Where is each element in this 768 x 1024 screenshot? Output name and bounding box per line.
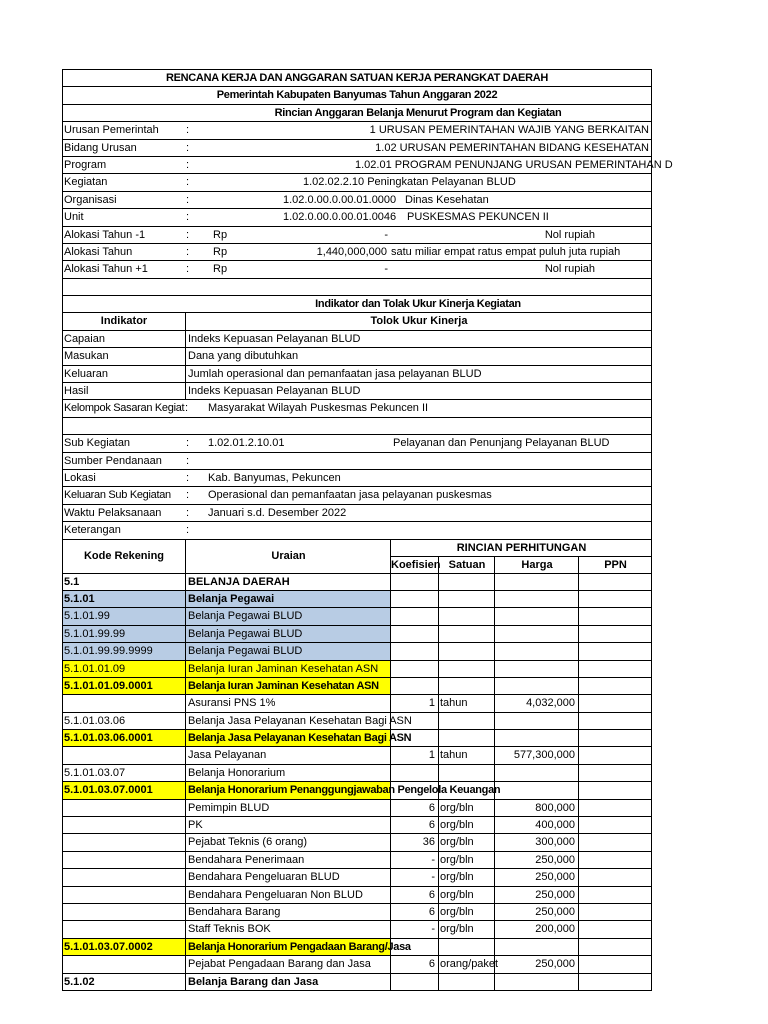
harga-cell [494, 661, 578, 677]
kode-rekening-cell: 5.1.01.03.06.0001 [63, 730, 185, 746]
table-row [63, 868, 651, 885]
indikator-row [63, 365, 651, 382]
table-row [63, 938, 651, 955]
ppn-cell [578, 765, 651, 781]
sub-value [208, 522, 648, 538]
harga-cell: 200,000 [494, 921, 578, 937]
satuan-cell [438, 608, 494, 624]
uraian-cell: Asuransi PNS 1% [185, 695, 390, 711]
kode-rekening-cell: 5.1.01.03.06 [64, 714, 126, 727]
alokasi-row-prev [63, 226, 651, 243]
satuan-cell: org/bln [438, 869, 494, 885]
table-row [63, 607, 651, 624]
koefisien-cell: - [390, 921, 438, 937]
uraian-cell: Pejabat Teknis (6 orang) [185, 834, 390, 850]
harga-cell: 300,000 [494, 834, 578, 850]
kode-rekening-cell: 5.1.01.01.09 [63, 661, 185, 677]
koefisien-cell [390, 678, 438, 694]
kode-rekening-cell: 5.1.01.03.07 [64, 766, 126, 779]
table-row [63, 729, 651, 746]
kode-rekening-cell [63, 834, 185, 850]
uraian-cell: Bendahara Pengeluaran BLUD [185, 869, 390, 885]
uraian-cell: Belanja Jasa Pelayanan Kesehatan Bagi ASN [185, 713, 390, 729]
sub-label: Sumber Pendanaan [64, 454, 162, 467]
sasaran-label: Kelompok Sasaran Kegiat [64, 402, 185, 415]
uraian-cell: Belanja Pegawai [185, 591, 390, 607]
sub-value: 1.02.01.2.10.01 [208, 437, 285, 450]
table-row [63, 833, 651, 850]
koefisien-cell [390, 939, 438, 955]
harga-cell [494, 974, 578, 990]
harga-cell [494, 730, 578, 746]
ppn-cell [578, 817, 651, 833]
info-sep: : [186, 124, 190, 137]
info-sep: : [186, 211, 190, 224]
table-row [63, 799, 651, 816]
satuan-cell [438, 591, 494, 607]
indikator-title-row [63, 295, 651, 312]
uraian-cell: Belanja Iuran Jaminan Kesehatan ASN [185, 661, 390, 677]
uraian-cell: Bendahara Barang [185, 904, 390, 920]
ppn-cell [578, 608, 651, 624]
info-sep: : [186, 158, 190, 171]
kode-rekening-cell: 5.1.01.01.09.0001 [63, 678, 185, 694]
koefisien-header: Koefisien [391, 558, 441, 571]
sasaran-value: Masyarakat Wilayah Puskesmas Pekuncen II [208, 402, 429, 415]
harga-cell [494, 591, 578, 607]
koefisien-cell [390, 626, 438, 642]
uraian-cell: Belanja Pegawai BLUD [185, 626, 390, 642]
alokasi-amount: - [384, 228, 388, 241]
sub-sep: : [186, 489, 190, 502]
uraian-cell: Belanja Pegawai BLUD [185, 643, 390, 659]
harga-cell [494, 643, 578, 659]
ppn-cell [578, 661, 651, 677]
info-row-urusan [63, 121, 651, 138]
indikator-col-header: Indikator [100, 315, 148, 328]
kode-rekening-cell [63, 800, 185, 816]
satuan-cell: org/bln [438, 817, 494, 833]
harga-cell: 577,300,000 [494, 747, 578, 763]
harga-cell: 4,032,000 [494, 695, 578, 711]
info-value: 1 URUSAN PEMERINTAHAN WAJIB YANG BERKAITAN [369, 124, 649, 137]
table-row [63, 955, 651, 972]
satuan-cell [438, 782, 494, 798]
sub-sep: : [186, 524, 190, 537]
harga-cell [494, 713, 578, 729]
koefisien-cell: - [390, 869, 438, 885]
sub-label: Keluaran Sub Kegiatan [64, 489, 171, 502]
info-sep: : [186, 141, 190, 154]
alokasi-words: Nol rupiah [544, 228, 595, 241]
kode-rekening-cell [63, 852, 185, 868]
kode-rekening-cell: 5.1.02 [64, 975, 95, 988]
satuan-cell: org/bln [438, 834, 494, 850]
table-row [63, 886, 651, 903]
sub-row [63, 434, 651, 451]
sub-label: Keterangan [64, 524, 121, 537]
table-row [63, 764, 651, 781]
indikator-section-title: Indikator dan Tolak Ukur Kinerja Kegiatan [315, 298, 521, 311]
alokasi-words: Nol rupiah [544, 263, 595, 276]
rincian-perhitungan-header: RINCIAN PERHITUNGAN [390, 540, 652, 557]
sub-row [63, 504, 651, 521]
kode-rekening-cell: 5.1.01.99.99 [63, 626, 185, 642]
ppn-cell [578, 887, 651, 903]
info-row-bidang [63, 139, 651, 156]
koefisien-cell: - [390, 852, 438, 868]
koefisien-cell [390, 730, 438, 746]
indikator-row [63, 330, 651, 347]
info-label: Organisasi [64, 193, 117, 206]
satuan-cell [438, 974, 494, 990]
satuan-cell: org/bln [438, 921, 494, 937]
ppn-header: PPN [578, 557, 652, 573]
ppn-cell [578, 574, 651, 590]
koefisien-cell: 6 [390, 956, 438, 972]
sub-label: Lokasi [64, 471, 96, 484]
koefisien-cell [390, 765, 438, 781]
info-label: Unit [64, 211, 84, 224]
kode-rekening-cell [63, 921, 185, 937]
table-row [63, 920, 651, 937]
ppn-cell [578, 643, 651, 659]
koefisien-cell: 6 [390, 817, 438, 833]
ppn-cell [578, 904, 651, 920]
kode-rekening-cell [63, 956, 185, 972]
harga-cell: 400,000 [494, 817, 578, 833]
uraian-cell: Belanja Honorarium [185, 765, 390, 781]
satuan-cell: org/bln [438, 904, 494, 920]
alokasi-amount: 1,440,000,000 [316, 245, 387, 258]
indikator-label: Capaian [64, 332, 105, 345]
table-row [63, 660, 651, 677]
harga-cell: 250,000 [494, 852, 578, 868]
harga-cell [494, 608, 578, 624]
harga-cell [494, 939, 578, 955]
satuan-cell [438, 730, 494, 746]
table-row [63, 677, 651, 694]
indikator-row [63, 382, 651, 399]
kode-rekening-cell: 5.1.01.99.99.9999 [63, 643, 185, 659]
harga-cell [494, 678, 578, 694]
harga-cell [494, 626, 578, 642]
table-row [63, 625, 651, 642]
table-row [63, 694, 651, 711]
sub-sep: : [186, 454, 190, 467]
spacer-row [63, 418, 651, 434]
info-label: Urusan Pemerintah [64, 124, 159, 137]
harga-cell: 250,000 [494, 956, 578, 972]
info-value: Dinas Kesehatan [405, 193, 489, 206]
info-code: 1.02.0.00.0.00.01.0046 [283, 211, 397, 224]
koefisien-cell: 6 [390, 800, 438, 816]
satuan-cell: org/bln [438, 800, 494, 816]
koefisien-cell [390, 974, 438, 990]
document-section-title: Rincian Anggaran Belanja Menurut Program dan Kegiatan [274, 106, 562, 119]
title-row-1 [63, 70, 651, 86]
table-row [63, 746, 651, 763]
uraian-cell: Staff Teknis BOK [185, 921, 390, 937]
alokasi-amount: - [384, 263, 388, 276]
rincian-table-header [63, 539, 651, 573]
kode-rekening-cell [63, 904, 185, 920]
indikator-value: Indeks Kepuasan Pelayanan BLUD [185, 383, 654, 399]
ppn-cell [578, 626, 651, 642]
info-label: Bidang Urusan [64, 141, 137, 154]
kode-rekening-cell [63, 869, 185, 885]
indikator-label: Masukan [64, 350, 109, 363]
ppn-cell [578, 747, 651, 763]
sub-extra: Pelayanan dan Penunjang Pelayanan BLUD [393, 437, 610, 450]
koefisien-cell: 6 [390, 887, 438, 903]
sasaran-sep: : [185, 402, 189, 415]
info-label: Kegiatan [64, 176, 108, 189]
sub-value: Kab. Banyumas, Pekuncen [208, 471, 341, 484]
sub-row [63, 469, 651, 486]
indikator-header-row [63, 312, 651, 329]
table-row [63, 590, 651, 607]
sub-row [63, 452, 651, 469]
harga-cell [494, 765, 578, 781]
satuan-cell [438, 713, 494, 729]
ppn-cell [578, 974, 651, 990]
info-value: 1.02.01 PROGRAM PENUNJANG URUSAN PEMERINTAHAN D [355, 158, 673, 171]
indikator-row [63, 347, 651, 364]
ppn-cell [578, 869, 651, 885]
satuan-cell [438, 678, 494, 694]
kode-rekening-cell: 5.1.01.03.07.0002 [63, 939, 185, 955]
satuan-cell: org/bln [438, 852, 494, 868]
sub-sep: : [186, 471, 190, 484]
alokasi-sep: : [186, 228, 190, 241]
harga-header: Harga [494, 557, 579, 573]
alokasi-sep: : [186, 263, 190, 276]
indikator-value: Indeks Kepuasan Pelayanan BLUD [185, 331, 654, 347]
ppn-cell [578, 591, 651, 607]
uraian-cell: Belanja Barang dan Jasa [185, 974, 390, 990]
tolok-ukur-col-header: Tolok Ukur Kinerja [185, 313, 652, 329]
satuan-cell [438, 574, 494, 590]
uraian-cell: Pejabat Pengadaan Barang dan Jasa [185, 956, 390, 972]
title-row-2 [63, 86, 651, 103]
koefisien-cell: 36 [390, 834, 438, 850]
sub-sep: : [186, 506, 190, 519]
kode-rekening-cell [63, 695, 185, 711]
koefisien-cell: 1 [390, 695, 438, 711]
document-subtitle: Pemerintah Kabupaten Banyumas Tahun Anggaran 2022 [216, 89, 498, 102]
koefisien-cell [390, 643, 438, 659]
uraian-cell: BELANJA DAERAH [185, 574, 390, 590]
koefisien-cell: 6 [390, 904, 438, 920]
uraian-cell: Pemimpin BLUD [185, 800, 390, 816]
rka-spreadsheet [62, 69, 673, 991]
koefisien-cell: 1 [390, 747, 438, 763]
ppn-cell [578, 730, 651, 746]
uraian-cell: Belanja Honorarium Pengadaan Barang/Jasa [185, 939, 390, 955]
info-code: 1.02.0.00.0.00.01.0000 [283, 193, 397, 206]
satuan-cell [438, 643, 494, 659]
sub-sep: : [186, 437, 190, 450]
alokasi-words: satu miliar empat ratus empat puluh juta rupiah [391, 245, 621, 258]
table-row [63, 781, 651, 798]
ppn-cell [578, 921, 651, 937]
ppn-cell [578, 939, 651, 955]
ppn-cell [578, 852, 651, 868]
satuan-cell: tahun [438, 747, 494, 763]
alokasi-label: Alokasi Tahun [64, 245, 133, 258]
alokasi-currency: Rp [213, 263, 228, 276]
info-sep: : [186, 176, 190, 189]
table-row [63, 973, 651, 990]
ppn-cell [578, 800, 651, 816]
indikator-label: Hasil [64, 385, 89, 398]
spacer-row [63, 279, 651, 295]
alokasi-currency: Rp [213, 245, 228, 258]
table-row [63, 573, 651, 590]
ppn-cell [578, 782, 651, 798]
table-row [63, 903, 651, 920]
kode-rekening-cell: 5.1.01.99 [63, 608, 185, 624]
alokasi-label: Alokasi Tahun +1 [64, 263, 148, 276]
sasaran-row [63, 399, 651, 417]
sub-label: Waktu Pelaksanaan [64, 506, 162, 519]
sub-row [63, 486, 651, 503]
satuan-cell [438, 765, 494, 781]
uraian-cell: Belanja Iuran Jaminan Kesehatan ASN [185, 678, 390, 694]
info-sep: : [186, 193, 190, 206]
sub-value: Operasional dan pemanfaatan jasa pelayanan puskesmas [208, 489, 492, 502]
sub-label: Sub Kegiatan [64, 437, 131, 450]
harga-cell: 250,000 [494, 904, 578, 920]
info-row-unit [63, 208, 651, 225]
kode-rekening-cell [63, 887, 185, 903]
koefisien-cell [390, 608, 438, 624]
indikator-value: Jumlah operasional dan pemanfaatan jasa pelayanan BLUD [185, 366, 654, 382]
kode-rekening-cell: 5.1.01.03.07.0001 [63, 782, 185, 798]
alokasi-sep: : [186, 245, 190, 258]
uraian-cell: Bendahara Penerimaan [185, 852, 390, 868]
uraian-cell: Bendahara Pengeluaran Non BLUD [185, 887, 390, 903]
kode-rekening-cell [63, 817, 185, 833]
koefisien-cell [390, 591, 438, 607]
harga-cell: 250,000 [494, 887, 578, 903]
info-row-program [63, 156, 673, 173]
kode-rekening-cell: 5.1.01 [63, 591, 185, 607]
ppn-cell [578, 678, 651, 694]
info-value: PUSKESMAS PEKUNCEN II [407, 211, 549, 224]
indikator-label: Keluaran [64, 367, 109, 380]
alokasi-row-next [63, 260, 651, 278]
table-row [63, 642, 651, 659]
title-row-3 [63, 104, 651, 121]
koefisien-cell [390, 661, 438, 677]
satuan-cell [438, 661, 494, 677]
satuan-cell: org/bln [438, 887, 494, 903]
info-label: Program [64, 158, 107, 171]
kode-rekening-cell: 5.1 [64, 575, 80, 588]
info-row-organisasi [63, 191, 651, 208]
koefisien-cell [390, 713, 438, 729]
uraian-cell: Belanja Jasa Pelayanan Kesehatan Bagi ASN [185, 730, 390, 746]
ppn-cell [578, 713, 651, 729]
table-row [63, 851, 651, 868]
harga-cell: 250,000 [494, 869, 578, 885]
info-value: 1.02 URUSAN PEMERINTAHAN BIDANG KESEHATAN [375, 141, 649, 154]
harga-cell: 800,000 [494, 800, 578, 816]
uraian-cell: Belanja Honorarium Penanggungjawaban Pengelola Keuangan [185, 782, 390, 798]
sub-value [208, 453, 648, 469]
ppn-cell [578, 834, 651, 850]
koefisien-cell [390, 782, 438, 798]
satuan-cell: tahun [438, 695, 494, 711]
satuan-cell: orang/paket [438, 956, 494, 972]
sub-value: Januari s.d. Desember 2022 [208, 506, 347, 519]
info-row-kegiatan [63, 173, 651, 190]
harga-cell [494, 782, 578, 798]
ppn-cell [578, 956, 651, 972]
table-row [63, 816, 651, 833]
info-value: 1.02.02.2.10 Peningkatan Pelayanan BLUD [303, 176, 516, 189]
kode-rekening-cell [63, 747, 185, 763]
indikator-value: Dana yang dibutuhkan [185, 348, 654, 364]
uraian-cell: Belanja Pegawai BLUD [185, 608, 390, 624]
uraian-cell: PK [185, 817, 390, 833]
satuan-cell [438, 626, 494, 642]
satuan-cell [438, 939, 494, 955]
harga-cell [494, 574, 578, 590]
alokasi-currency: Rp [213, 228, 228, 241]
kode-rekening-header: Kode Rekening [83, 549, 165, 562]
table-row [63, 712, 651, 729]
rincian-table-body [63, 573, 651, 990]
alokasi-row-current [63, 243, 651, 260]
uraian-cell: Jasa Pelayanan [185, 747, 390, 763]
koefisien-cell [390, 574, 438, 590]
satuan-header: Satuan [438, 557, 495, 573]
sub-row [63, 521, 651, 538]
alokasi-label: Alokasi Tahun -1 [64, 228, 146, 241]
document-title: RENCANA KERJA DAN ANGGARAN SATUAN KERJA PERANGKAT DAERAH [165, 72, 549, 84]
uraian-header: Uraian [185, 540, 391, 573]
ppn-cell [578, 695, 651, 711]
